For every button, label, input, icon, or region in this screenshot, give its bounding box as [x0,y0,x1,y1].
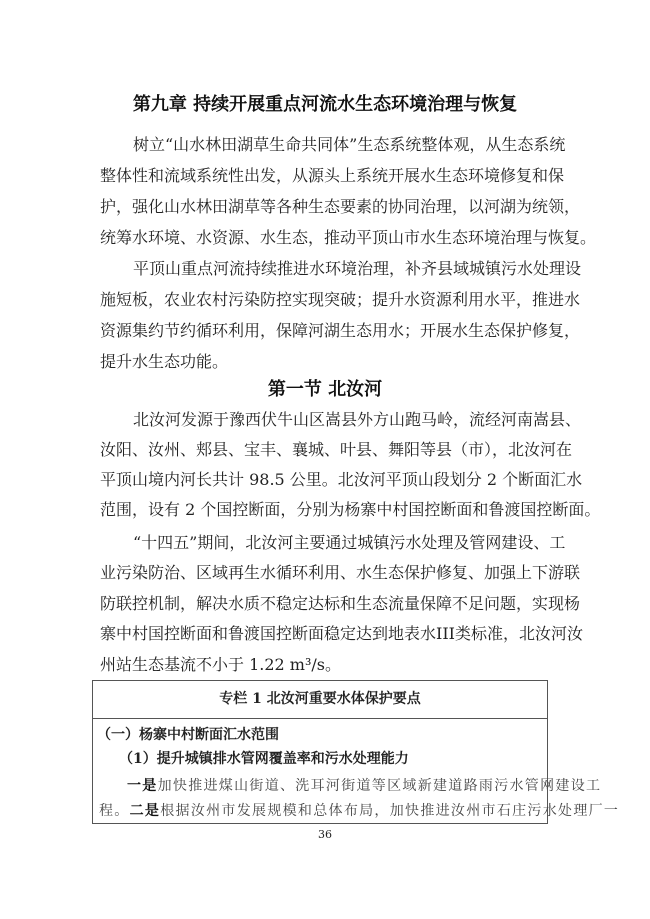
text-line: 平顶山境内河长共计 98.5 公里。北汝河平顶山段划分 2 个断面汇水 [100,470,583,489]
text-line: 范围，设有 2 个国控断面，分别为杨寨中村国控断面和鲁渡国控断面。 [100,500,601,519]
text-line: 统筹水环境、水资源、水生态，推动平顶山市水生态环境治理与恢复。 [100,228,597,247]
box-title: 专栏 1 北汝河重要水体保护要点 [93,681,547,719]
section-title: 第一节 北汝河 [267,379,383,400]
text-line: 平顶山重点河流持续推进水环境治理，补齐县域城镇污水处理设 [133,259,582,278]
text-line: 北汝河发源于豫西伏牛山区嵩县外方山跑马岭，流经河南嵩县、 [133,410,582,429]
text-line: 资源集约节约循环利用，保障河湖生态用水；开展水生态保护修复， [100,321,581,340]
text-line: 提升水生态功能。 [100,352,229,371]
text-line: 州站生态基流不小于 1.22 m³/s。 [100,655,341,674]
box-subheading-1: （一）杨寨中村断面汇水范围 [97,727,279,743]
box-line-1: 一是加快推进煤山街道、洗耳河街道等区域新建道路雨污水管网建设工 [127,778,602,794]
text-line: 护，强化山水林田湖草等各种生态要素的协同治理，以河湖为统领， [100,197,581,216]
column-box [92,680,620,824]
text-line: 施短板，农业农村污染防控实现突破；提升水资源利用水平，推进水 [100,290,581,309]
box-subheading-2: （1）提升城镇排水管网覆盖率和污水处理能力 [119,751,409,767]
box-line-2: 程。二是根据汝州市发展规模和总体布局，加快推进汝州市石庄污水处理厂一 [99,803,620,819]
page-number: 36 [318,828,332,841]
text-line: 寨中村国控断面和鲁渡国控断面稳定达到地表水III类标准，北汝河汝 [100,624,583,643]
text-line: 防联控机制，解决水质不稳定达标和生态流量保障不足问题，实现杨 [100,594,581,613]
text-line: 汝阳、汝州、郏县、宝丰、襄城、叶县、舞阳等县（市），北汝河在 [100,440,573,459]
text-line: “十四五”期间，北汝河主要通过城镇污水处理及管网建设、工 [133,533,566,552]
chapter-title: 第九章 持续开展重点河流水生态环境治理与恢复 [132,94,518,115]
text-line: 业污染防治、区域再生水循环利用、水生态保护修复、加强上下游联 [100,563,581,582]
text-line: 整体性和流域系统性出发，从源头上系统开展水生态环境修复和保 [100,166,565,185]
text-line: 树立“山水林田湖草生命共同体”生态系统整体观，从生态系统 [133,135,566,154]
